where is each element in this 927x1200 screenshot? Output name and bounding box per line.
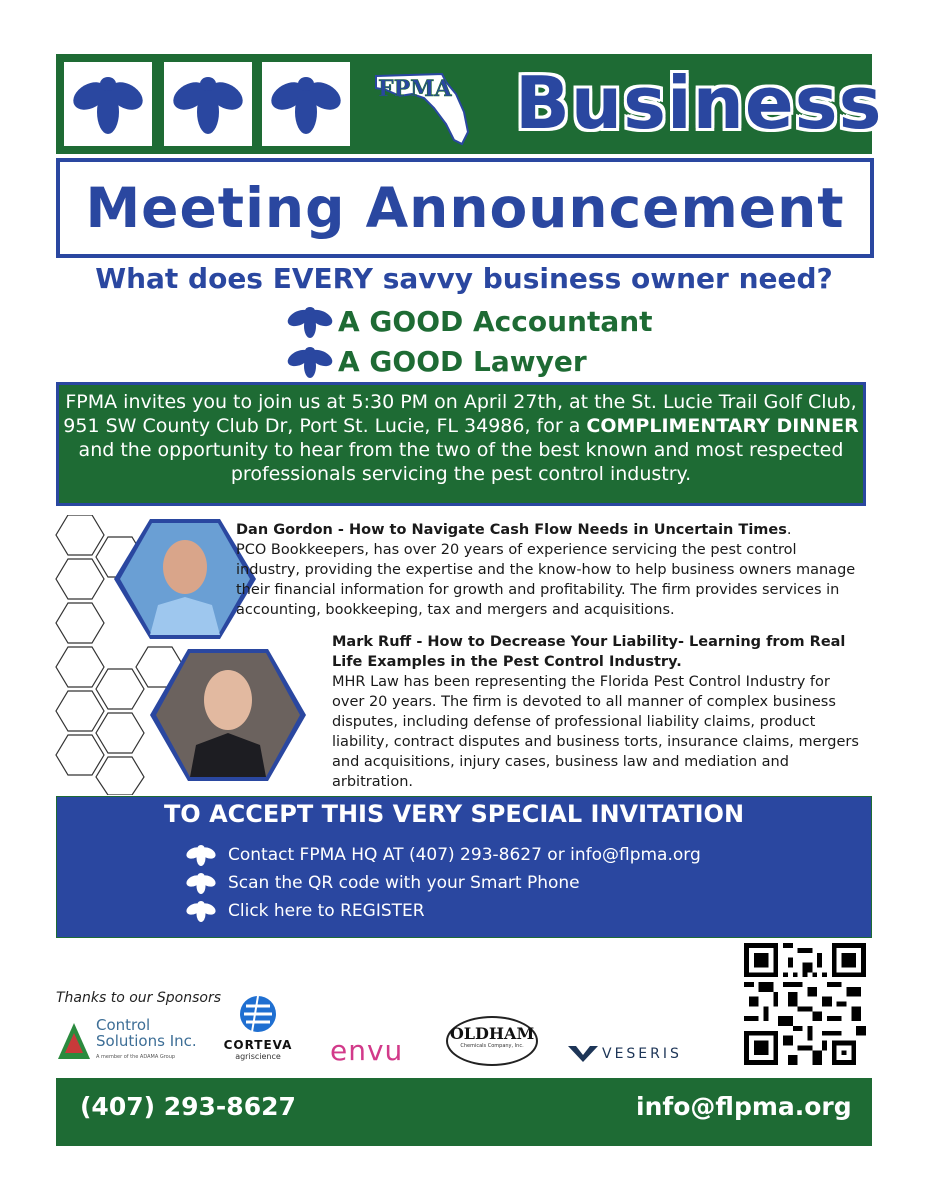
invite-text-2: and the opportunity to hear from the two of the best known and most respected professionals servicing the pest control industry. (78, 439, 844, 485)
sponsor-oldham (446, 1016, 538, 1066)
bee-box-2 (164, 62, 252, 146)
control-solutions-icon (56, 1021, 92, 1061)
need-lawyer (286, 342, 587, 380)
footer-phone[interactable]: (407) 293-8627 (80, 1092, 296, 1121)
bee-icon (186, 870, 216, 896)
speaker-dan-title-end: . (786, 522, 792, 538)
fpma-logo-text: FPMA (378, 76, 452, 102)
speaker-dan-title: Dan Gordon - How to Navigate Cash Flow Needs in Uncertain Times (236, 522, 787, 538)
business-heading: Business (515, 61, 883, 145)
sponsor-control-solutions (56, 1010, 216, 1072)
bee-icon (286, 302, 334, 340)
bee-icon (68, 66, 148, 142)
oldham-name: OLDHAM (449, 1024, 535, 1043)
sponsor-envu: envu (330, 1034, 404, 1067)
corteva-name: CORTEVA (223, 1038, 293, 1052)
accept-scan-qr (186, 870, 580, 896)
speaker-dan (236, 520, 856, 620)
speaker-mark (332, 632, 862, 792)
sponsors-heading: Thanks to our Sponsors (56, 990, 221, 1006)
invitation-box (56, 382, 866, 506)
control-solutions-line1: Control (96, 1016, 151, 1034)
bee-icon (186, 898, 216, 924)
accept-scan-label: Scan the QR code with your Smart Phone (228, 873, 580, 893)
bee-box-3 (262, 62, 350, 146)
meeting-title: Meeting Announcement (85, 176, 845, 240)
control-solutions-sub: A member of the ADAMA Group (96, 1054, 176, 1060)
question-heading: What does EVERY savvy business owner need? (95, 262, 833, 295)
bee-icon (266, 66, 346, 142)
bee-icon (168, 66, 248, 142)
fpma-logo (372, 60, 482, 150)
accept-title: TO ACCEPT THIS VERY SPECIAL INVITATION (163, 800, 745, 828)
invite-text-1: FPMA invites you to join us at 5:30 PM on April 27th, at the St. Lucie Trail Golf Club, 951 SW County Club Dr, Port St. Lucie, FL 34986, for a (63, 391, 857, 437)
sponsor-veseris (568, 1044, 682, 1064)
need-accountant (286, 302, 653, 340)
control-solutions-line2: Solutions Inc. (96, 1032, 197, 1050)
qr-code[interactable] (744, 942, 866, 1066)
need-lawyer-label: A GOOD Lawyer (338, 344, 587, 378)
register-link[interactable] (186, 898, 425, 924)
speaker-mark-title: Mark Ruff - How to Decrease Your Liability- Learning from Real Life Examples in the Pest Control Industry. (332, 634, 846, 670)
speaker-dan-bio: PCO Bookkeepers, has over 20 years of experience servicing the pest control industry, providing the expertise and the know-how to help business owners manage their financial information for growth and profitability. The firm provides services in accounting, bookkeeping, tax and mergers and acquisitions. (236, 542, 856, 618)
veseris-name: VESERIS (602, 1046, 682, 1062)
invite-bold: COMPLIMENTARY DINNER (586, 415, 859, 437)
oldham-sub: Chemicals Company, Inc. (460, 1043, 524, 1049)
bee-box-1 (64, 62, 152, 146)
accept-contact-label: Contact FPMA HQ AT (407) 293-8627 or info@flpma.org (228, 845, 701, 865)
veseris-icon (568, 1044, 598, 1064)
corteva-sub: agriscience (235, 1052, 281, 1061)
register-label: Click here to REGISTER (228, 901, 425, 921)
need-accountant-label: A GOOD Accountant (338, 304, 653, 338)
accept-contact[interactable] (186, 842, 701, 868)
meeting-title-box (56, 158, 874, 258)
footer-email[interactable]: info@flpma.org (636, 1092, 852, 1121)
bee-icon (286, 342, 334, 380)
sponsor-corteva (218, 994, 298, 1066)
corteva-icon (238, 994, 278, 1034)
speaker-mark-bio: MHR Law has been representing the Florida Pest Control Industry for over 20 years. The firm is devoted to all manner of complex business disputes, including defense of professional liability claims, product liability, contract disputes and business torts, insurance claims, mergers and acquisitions, injury cases, business law and mediation and arbitration. (332, 674, 859, 790)
bee-icon (186, 842, 216, 868)
